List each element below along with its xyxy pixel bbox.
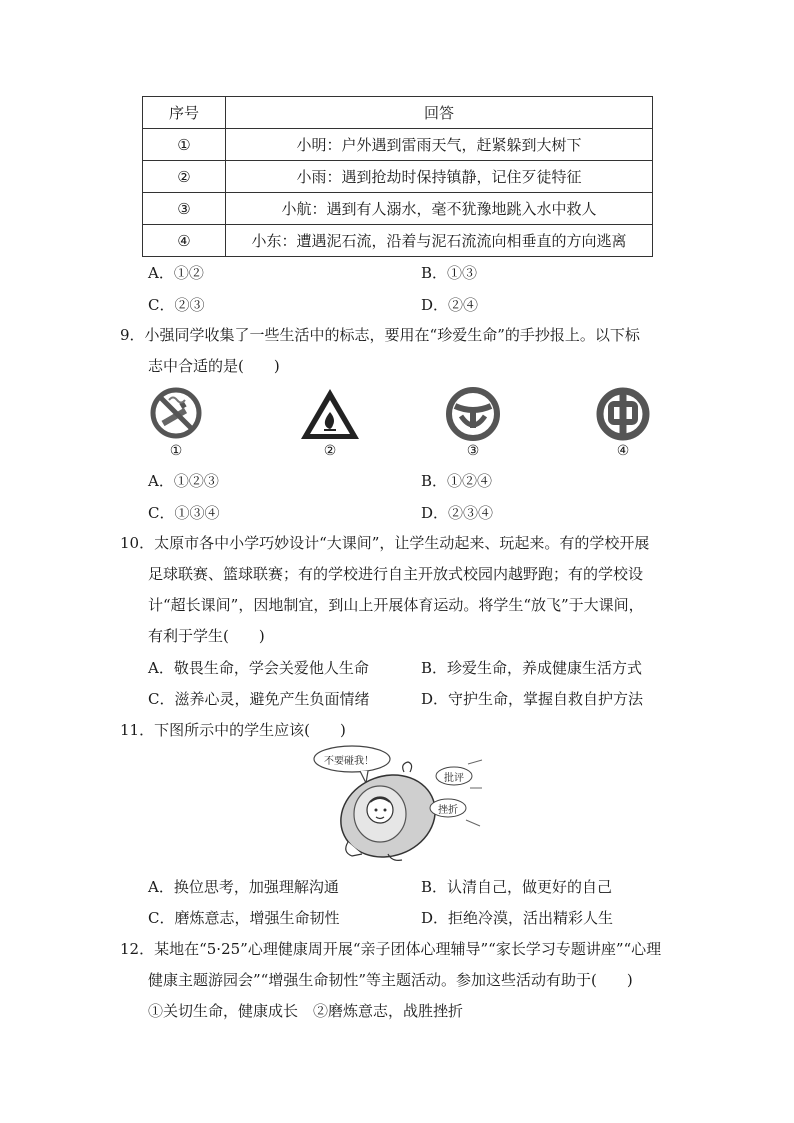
table-cell: 小航：遇到有人溺水，毫不犹豫地跳入水中救人 xyxy=(226,193,653,225)
q9-option-a: A．①②③ xyxy=(148,472,219,490)
q12-stem-line3: ①关切生命，健康成长 ②磨炼意志，战胜挫折 xyxy=(148,1002,464,1020)
table-row xyxy=(143,161,653,193)
q9-option-c: C．①③④ xyxy=(148,504,220,522)
setback-tag-text: 挫折 xyxy=(438,805,458,816)
table-row xyxy=(143,225,653,257)
q11-option-a: A．换位思考，加强理解沟通 xyxy=(148,878,339,896)
q9-stem-line1: 9．小强同学收集了一些生活中的标志，要用在“珍爱生命”的手抄报上。以下标 xyxy=(120,326,640,344)
sign-caption-3: ③ xyxy=(466,443,480,459)
table-cell: ④ xyxy=(143,225,226,257)
speech-bubble-text: 不要碰我！ xyxy=(324,756,374,767)
q10-stem-line2: 足球联赛、篮球联赛；有的学校进行自主开放式校园内越野跑；有的学校设 xyxy=(148,565,644,583)
q10-stem-line4: 有利于学生( ) xyxy=(148,627,265,645)
sign-caption-2: ② xyxy=(323,443,337,459)
table-header-cell: 回答 xyxy=(226,97,653,129)
table-header-row xyxy=(143,97,653,129)
q8-option-c: C．②③ xyxy=(148,296,205,314)
table-cell: 小东：遭遇泥石流，沿着与泥石流流向相垂直的方向逃离 xyxy=(226,225,653,257)
sign-caption-1: ① xyxy=(169,443,183,459)
q11-option-d: D．拒绝冷漠，活出精彩人生 xyxy=(421,909,614,927)
q10-option-a: A．敬畏生命，学会关爱他人生命 xyxy=(148,659,369,677)
table-cell: ② xyxy=(143,161,226,193)
q11-stem-line1: 11．下图所示中的学生应该( ) xyxy=(120,721,346,739)
table-cell: 小明：户外遇到雷雨天气，赶紧躲到大树下 xyxy=(226,129,653,161)
q10-option-b: B．珍爱生命，养成健康生活方式 xyxy=(421,659,643,677)
q9-option-b: B．①②④ xyxy=(421,472,493,490)
fire-warning-sign-icon xyxy=(298,386,362,442)
answer-table xyxy=(142,96,653,257)
table-row xyxy=(143,193,653,225)
q8-option-b: B．①③ xyxy=(421,264,478,282)
table-cell: ③ xyxy=(143,193,226,225)
q8-option-d: D．②④ xyxy=(421,296,479,314)
green-food-logo-icon xyxy=(445,386,501,442)
q8-option-a: A．①② xyxy=(148,264,204,282)
q11-option-b: B．认清自己，做更好的自己 xyxy=(421,878,613,896)
q12-stem-line1: 12．某地在“5·25”心理健康周开展“亲子团体心理辅导”“家长学习专题讲座”“心理 xyxy=(120,940,662,958)
table-cell: ① xyxy=(143,129,226,161)
q11-option-c: C．磨炼意志，增强生命韧性 xyxy=(148,909,340,927)
table-cell: 小雨：遇到抢劫时保持镇静，记住歹徒特征 xyxy=(226,161,653,193)
q12-stem-line2: 健康主题游园会”“增强生命韧性”等主题活动。参加这些活动有助于( ) xyxy=(148,971,633,989)
q10-stem-line3: 计“超长课间”，因地制宜，到山上开展体育运动。将学生“放飞”于大课间， xyxy=(148,596,644,614)
q10-option-c: C．滋养心灵，避免产生负面情绪 xyxy=(148,690,370,708)
sign-caption-4: ④ xyxy=(616,443,630,459)
q10-option-d: D．守护生命，掌握自救自护方法 xyxy=(421,690,644,708)
criticism-tag-text: 批评 xyxy=(444,773,464,784)
no-smoking-sign-icon xyxy=(149,386,203,440)
table-header-cell: 序号 xyxy=(143,97,226,129)
table-row xyxy=(143,129,653,161)
q9-stem-line2: 志中合适的是( ) xyxy=(148,357,280,375)
q9-option-d: D．②③④ xyxy=(421,504,494,522)
student-in-shell-illustration xyxy=(308,744,488,866)
q10-stem-line1: 10．太原市各中小学巧妙设计“大课间”，让学生动起来、玩起来。有的学校开展 xyxy=(120,534,650,552)
bank-logo-icon xyxy=(595,386,651,442)
